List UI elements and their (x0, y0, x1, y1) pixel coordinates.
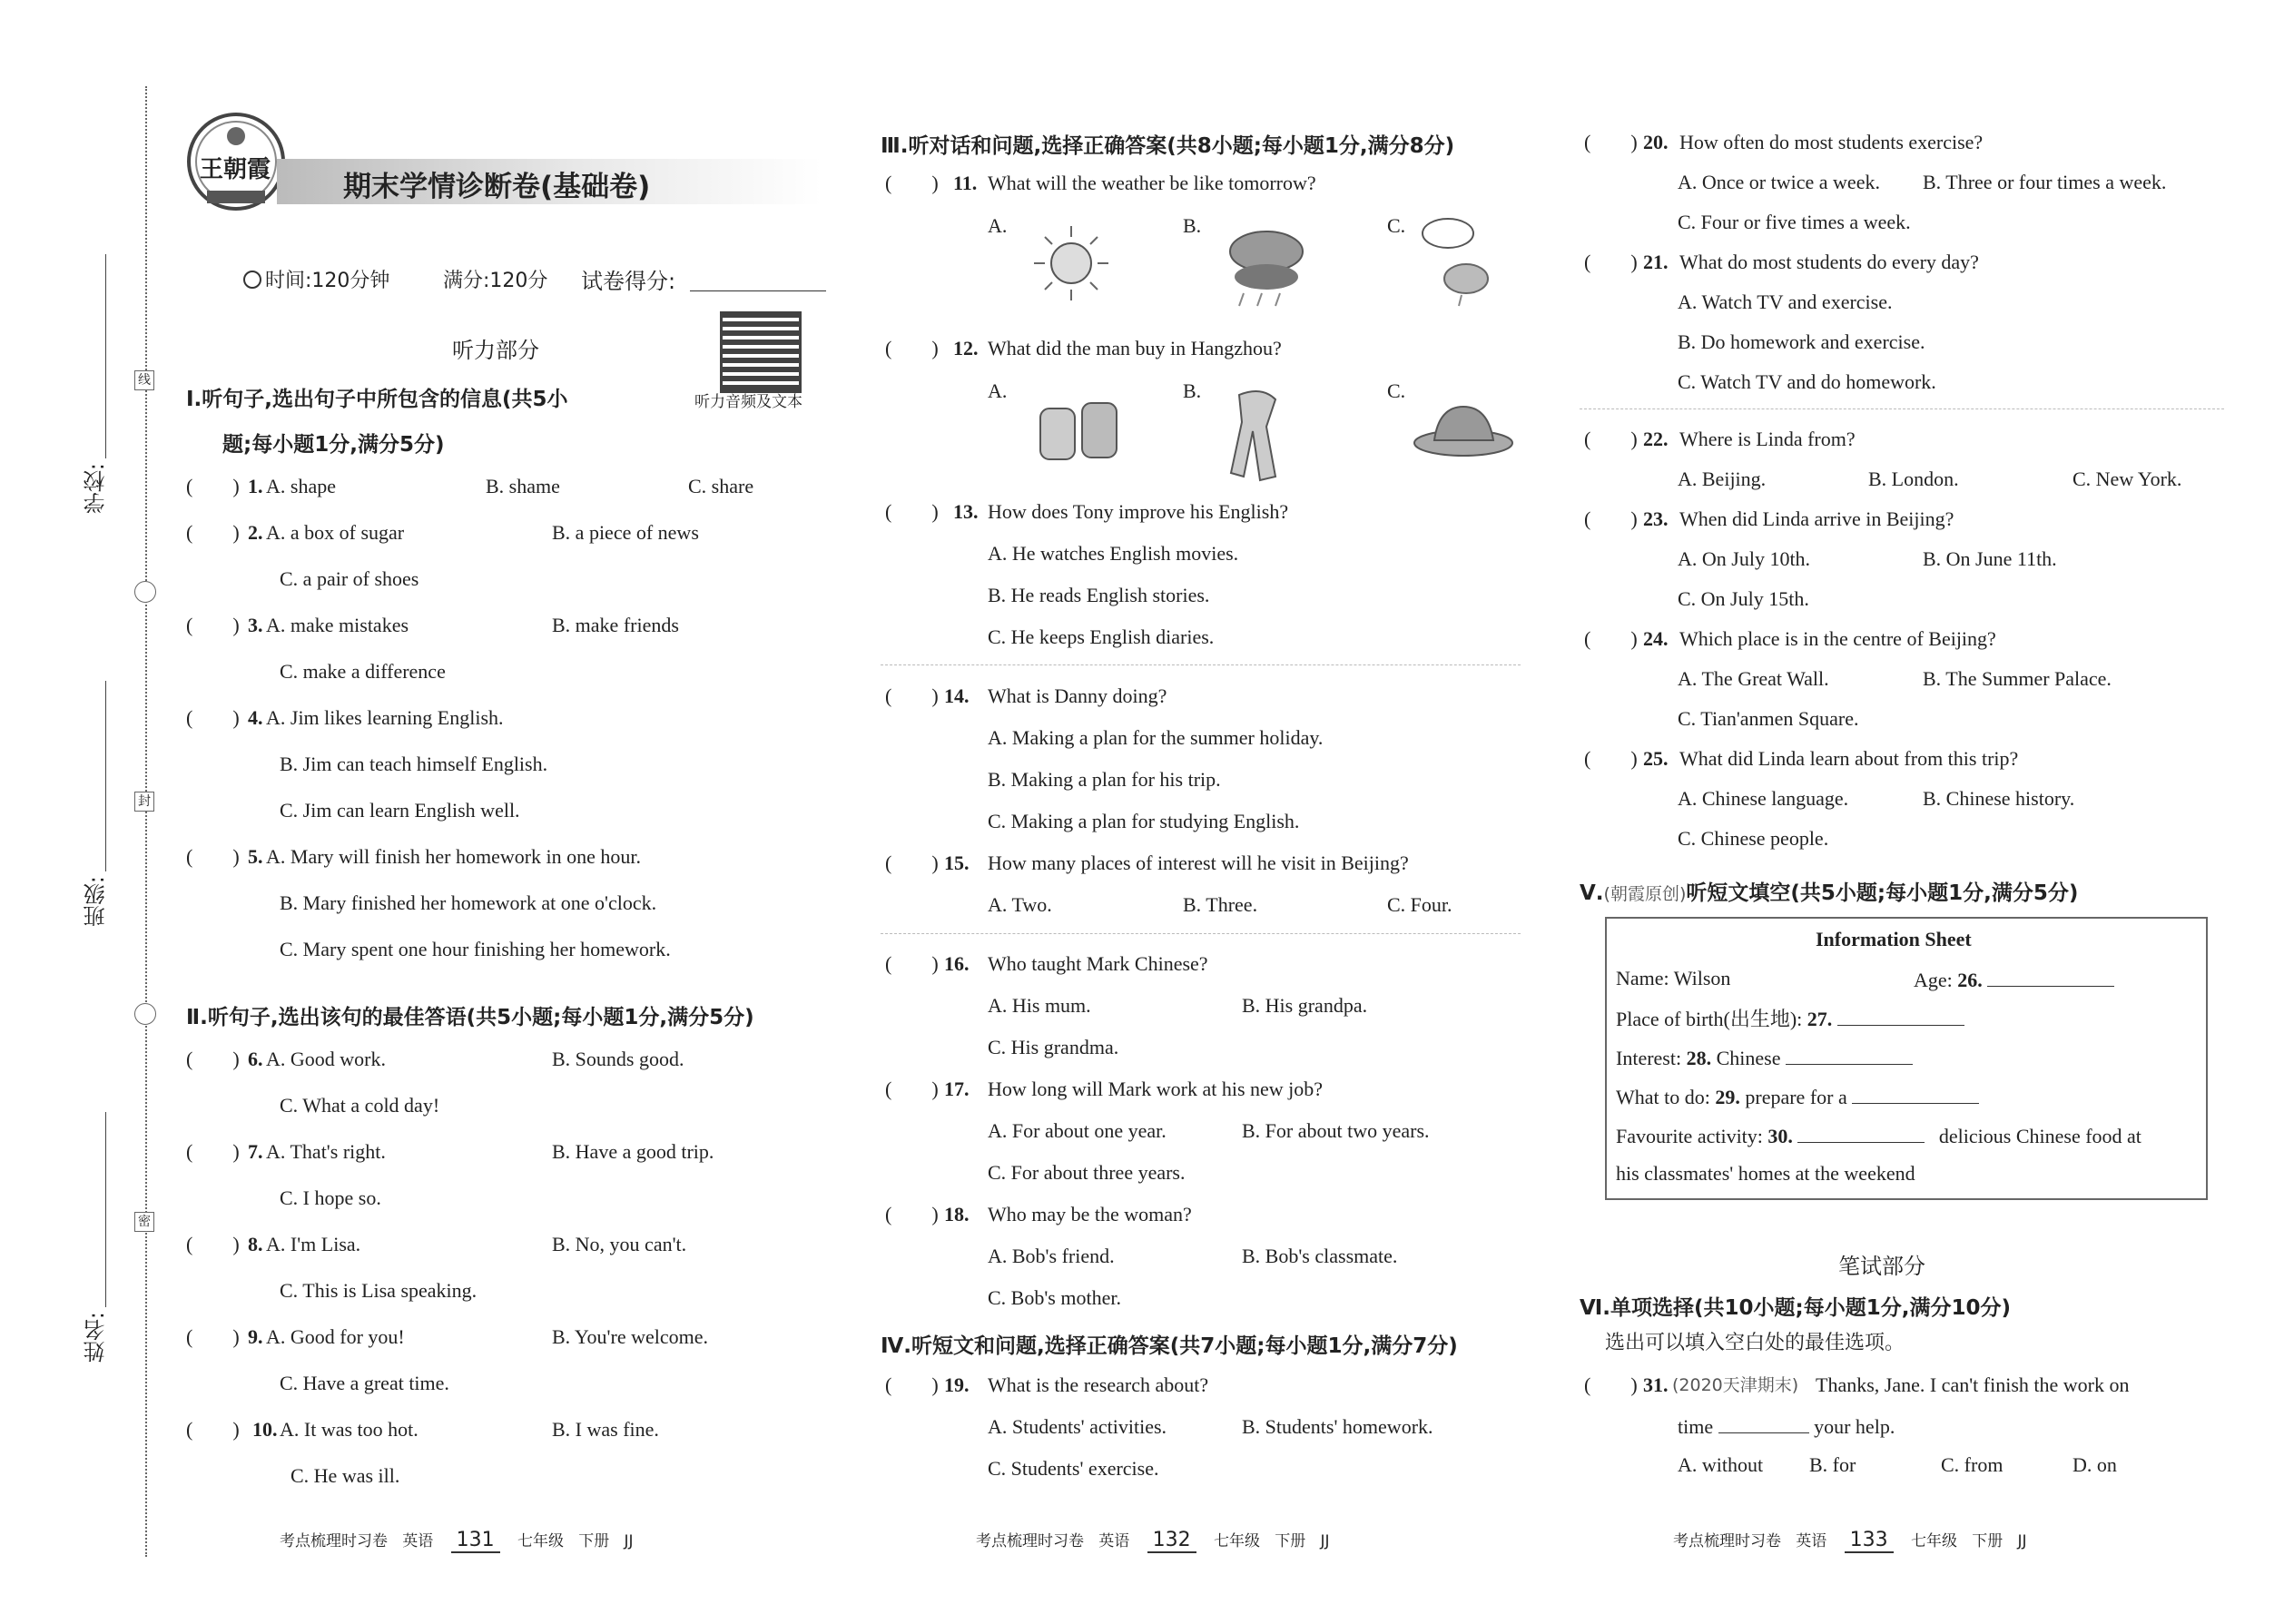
question-number-17: 17. (944, 1078, 970, 1100)
q31-option-d: D. on (2072, 1453, 2117, 1476)
q19-option-b: B. Students' homework. (1242, 1415, 1433, 1438)
section4-title: Ⅳ.听短文和问题,选择正确答案(共7小题;每小题1分,满分7分) (881, 1334, 1458, 1358)
question-number-16: 16. (944, 952, 970, 975)
blank-28[interactable] (1786, 1044, 1913, 1065)
question-number-2: 2. (248, 521, 263, 544)
answer-paren-13[interactable]: ( ) (885, 500, 939, 523)
sheet-name-row: Name: Wilson (1616, 967, 1731, 989)
footer-subject: 英语 (402, 1532, 434, 1550)
question-number-5: 5. (248, 845, 263, 868)
answer-paren-16[interactable]: ( ) (885, 952, 939, 975)
question-number-8: 8. (248, 1233, 263, 1255)
question-number-23: 23. (1643, 507, 1669, 530)
answer-paren-9[interactable]: ( ) (186, 1325, 240, 1348)
written-title: 笔试部分 (1838, 1254, 1925, 1279)
q8-option-b: B. No, you can't. (552, 1233, 687, 1255)
binding-circle-1 (134, 581, 156, 603)
blank-number-26: 26. (1957, 969, 1983, 991)
page-number: 133 (1845, 1529, 1894, 1553)
divider (1580, 408, 2224, 409)
q13-option-b: B. He reads English stories. (988, 584, 1210, 606)
sheet-fav-row (1616, 1122, 2141, 1149)
q8-option-a: A. I'm Lisa. (266, 1233, 361, 1255)
section1-title-line2: 题;每小题1分,满分5分) (222, 433, 445, 457)
cloudy-icon (1412, 213, 1502, 309)
q9-option-a: A. Good for you! (266, 1325, 405, 1348)
q2-option-c: C. a pair of shoes (280, 567, 419, 590)
q20-text: How often do most students exercise? (1679, 131, 1984, 153)
answer-paren-11[interactable]: ( ) (885, 172, 939, 194)
qr-caption: 听力音频及文本 (694, 393, 802, 411)
page-number: 131 (451, 1529, 500, 1553)
section5-title (1580, 876, 2078, 906)
q14-option-a: A. Making a plan for the summer holiday. (988, 726, 1324, 749)
q22-option-b: B. London. (1868, 468, 1959, 490)
q15-option-c: C. Four. (1387, 893, 1452, 916)
divider (881, 933, 1521, 934)
logo-text: 王朝霞 (200, 156, 271, 183)
sheet-birth-row (1616, 1005, 1964, 1032)
question-number-12: 12. (953, 337, 979, 359)
q31-tag: (2020天津期末) (1672, 1375, 1799, 1395)
class-label: 班级: (84, 876, 109, 928)
q1-option-a: A. shape (266, 475, 336, 497)
q31-blank[interactable] (1718, 1412, 1809, 1433)
school-label: 学校: (84, 463, 109, 515)
q17-option-b: B. For about two years. (1242, 1119, 1430, 1142)
q11-option-b: B. (1183, 214, 1202, 237)
q20-option-a: A. Once or twice a week. (1678, 171, 1880, 193)
q22-option-c: C. New York. (2072, 468, 2182, 490)
q31-text-2a: time (1678, 1415, 1714, 1438)
fav-label: Favourite activity: (1616, 1125, 1763, 1147)
q9-option-c: C. Have a great time. (280, 1372, 449, 1394)
q11-option-c: C. (1387, 214, 1406, 237)
q6-option-c: C. What a cold day! (280, 1094, 440, 1117)
question-number-19: 19. (944, 1373, 970, 1396)
footer-subject: 英语 (1098, 1532, 1130, 1550)
binding-mark-line: 线 (134, 370, 154, 390)
q13-option-c: C. He keeps English diaries. (988, 625, 1215, 648)
answer-paren-25[interactable]: ( ) (1584, 747, 1638, 770)
q10-option-c: C. He was ill. (290, 1464, 400, 1487)
class-field[interactable] (105, 681, 106, 871)
gloves-icon (1033, 390, 1124, 472)
question-number-14: 14. (944, 684, 970, 707)
q31-option-b: B. for (1809, 1453, 1856, 1476)
q3-option-b: B. make friends (552, 614, 679, 636)
q14-option-b: B. Making a plan for his trip. (988, 768, 1221, 791)
q7-option-b: B. Have a good trip. (552, 1140, 714, 1163)
answer-paren-2[interactable]: ( ) (186, 521, 240, 544)
q5-option-c: C. Mary spent one hour finishing her homework. (280, 938, 671, 960)
blank-number-30: 30. (1767, 1125, 1793, 1147)
question-number-13: 13. (953, 500, 979, 523)
answer-paren-6[interactable]: ( ) (186, 1048, 240, 1070)
question-number-10: 10. (252, 1418, 278, 1441)
section5-tag: (朝霞原创) (1603, 884, 1687, 904)
answer-paren-4[interactable]: ( ) (186, 706, 240, 729)
section5-title-text: 听短文填空(共5小题;每小题1分,满分5分) (1686, 881, 2079, 905)
q21-option-a: A. Watch TV and exercise. (1678, 290, 1893, 313)
footer-volume: 下册 (1972, 1532, 2004, 1550)
question-number-24: 24. (1643, 627, 1669, 650)
q4-option-a: A. Jim likes learning English. (266, 706, 504, 729)
footer-subject: 英语 (1796, 1532, 1827, 1550)
q14-text: What is Danny doing? (988, 684, 1167, 707)
q6-option-a: A. Good work. (266, 1048, 386, 1070)
binding-mark-secret: 密 (134, 1212, 154, 1232)
footer-edition: JJ (2017, 1532, 2027, 1550)
q17-text: How long will Mark work at his new job? (988, 1078, 1324, 1100)
full-score-label: 满分:120分 (443, 270, 548, 292)
fav-text-1: delicious Chinese food at (1938, 1125, 2141, 1147)
answer-paren-23[interactable]: ( ) (1584, 507, 1638, 530)
q9-option-b: B. You're welcome. (552, 1325, 709, 1348)
question-number-11: 11. (953, 172, 978, 194)
answer-paren-3[interactable]: ( ) (186, 614, 240, 636)
scarf-icon (1226, 386, 1289, 486)
sheet-todo-row (1616, 1083, 1979, 1110)
q7-option-c: C. I hope so. (280, 1186, 381, 1209)
q18-option-a: A. Bob's friend. (988, 1245, 1115, 1267)
question-number-3: 3. (248, 614, 263, 636)
sun-icon (1030, 222, 1112, 304)
q3-option-c: C. make a difference (280, 660, 446, 683)
q16-text: Who taught Mark Chinese? (988, 952, 1208, 975)
q15-text: How many places of interest will he visit in Beijing? (988, 851, 1409, 874)
section6-title: Ⅵ.单项选择(共10小题;每小题1分,满分10分) (1580, 1296, 2011, 1320)
hat-icon (1412, 399, 1516, 458)
q21-option-c: C. Watch TV and do homework. (1678, 370, 1936, 393)
listening-title: 听力部分 (452, 338, 539, 363)
q4-option-c: C. Jim can learn English well. (280, 799, 520, 822)
answer-paren-20[interactable]: ( ) (1584, 131, 1638, 153)
q3-option-a: A. make mistakes (266, 614, 409, 636)
birth-label: Place of birth(出生地): (1616, 1008, 1803, 1030)
answer-paren-5[interactable]: ( ) (186, 845, 240, 868)
q4-option-b: B. Jim can teach himself English. (280, 753, 548, 775)
section5-prefix: Ⅴ. (1580, 881, 1604, 905)
page-title: 期末学情诊断卷(基础卷) (343, 171, 651, 203)
q20-option-c: C. Four or five times a week. (1678, 211, 1911, 233)
binding-mark-seal: 封 (134, 792, 154, 812)
q10-option-b: B. I was fine. (552, 1418, 659, 1441)
footer-page-133 (1673, 1528, 2027, 1553)
age-label: Age: (1914, 969, 1953, 991)
footer-volume: 下册 (1275, 1532, 1306, 1550)
blank-29[interactable] (1852, 1083, 1979, 1104)
question-number-22: 22. (1643, 428, 1669, 450)
question-number-21: 21. (1643, 251, 1669, 273)
q19-option-c: C. Students' exercise. (988, 1457, 1159, 1480)
question-number-7: 7. (248, 1140, 263, 1163)
q10-option-a: A. It was too hot. (280, 1418, 418, 1441)
q13-option-a: A. He watches English movies. (988, 542, 1239, 565)
section2-title: Ⅱ.听句子,选出该句的最佳答语(共5小题;每小题1分,满分5分) (186, 1006, 754, 1029)
q25-option-a: A. Chinese language. (1678, 787, 1849, 810)
school-field[interactable] (105, 254, 106, 458)
q19-text: What is the research about? (988, 1373, 1209, 1396)
answer-paren-1[interactable]: ( ) (186, 475, 240, 497)
q16-option-b: B. His grandpa. (1242, 994, 1368, 1017)
q31-option-a: A. without (1678, 1453, 1764, 1476)
q5-option-b: B. Mary finished her homework at one o'clock. (280, 891, 657, 914)
question-number-20: 20. (1643, 131, 1669, 153)
footer-edition: JJ (1320, 1532, 1330, 1550)
q6-option-b: B. Sounds good. (552, 1048, 684, 1070)
q11-text: What will the weather be like tomorrow? (988, 172, 1316, 194)
blank-26[interactable] (1987, 966, 2114, 987)
answer-paren-12[interactable]: ( ) (885, 337, 939, 359)
q24-option-b: B. The Summer Palace. (1923, 667, 2112, 690)
footer-page-132 (976, 1528, 1330, 1553)
q21-option-b: B. Do homework and exercise. (1678, 330, 1925, 353)
q2-option-a: A. a box of sugar (266, 521, 405, 544)
footer-grade: 七年级 (517, 1532, 565, 1550)
q1-option-b: B. shame (486, 475, 560, 497)
q31-text-2b: your help. (1814, 1415, 1895, 1438)
question-number-31: 31. (1643, 1373, 1669, 1396)
qr-code[interactable] (720, 311, 802, 393)
page-number: 132 (1147, 1529, 1196, 1553)
footer-series: 考点梳理时习卷 (1673, 1532, 1781, 1550)
q2-option-b: B. a piece of news (552, 521, 699, 544)
footer-series: 考点梳理时习卷 (280, 1532, 388, 1550)
q22-text: Where is Linda from? (1679, 428, 1856, 450)
binding-dotted-line (145, 86, 147, 1557)
sheet-interest-row (1616, 1044, 1913, 1071)
section6-instruction: 选出可以填入空白处的最佳选项。 (1605, 1332, 1905, 1354)
sheet-title: Information Sheet (1816, 928, 1972, 950)
q31-text-1: Thanks, Jane. I can't finish the work on (1816, 1373, 2130, 1396)
answer-paren-8[interactable]: ( ) (186, 1233, 240, 1255)
q22-option-a: A. Beijing. (1678, 468, 1767, 490)
q18-text: Who may be the woman? (988, 1203, 1192, 1225)
answer-paren-21[interactable]: ( ) (1584, 251, 1638, 273)
answer-paren-7[interactable]: ( ) (186, 1140, 240, 1163)
q24-option-a: A. The Great Wall. (1678, 667, 1829, 690)
footer-edition: JJ (624, 1532, 634, 1550)
blank-number-29: 29. (1715, 1086, 1740, 1108)
q19-option-a: A. Students' activities. (988, 1415, 1167, 1438)
footer-grade: 七年级 (1214, 1532, 1261, 1550)
q8-option-c: C. This is Lisa speaking. (280, 1279, 478, 1302)
q25-option-c: C. Chinese people. (1678, 827, 1829, 850)
answer-paren-18[interactable]: ( ) (885, 1203, 939, 1225)
q24-option-c: C. Tian'anmen Square. (1678, 707, 1859, 730)
q31-text-2 (1678, 1412, 1895, 1440)
q16-option-c: C. His grandma. (988, 1036, 1119, 1058)
score-label: 试卷得分: (581, 269, 676, 294)
q7-option-a: A. That's right. (266, 1140, 386, 1163)
q12-option-c: C. (1387, 379, 1406, 402)
footer-series: 考点梳理时习卷 (976, 1532, 1084, 1550)
q14-option-c: C. Making a plan for studying English. (988, 810, 1300, 832)
question-number-4: 4. (248, 706, 263, 729)
q25-option-b: B. Chinese history. (1923, 787, 2075, 810)
q1-option-c: C. share (688, 475, 754, 497)
q12-option-b: B. (1183, 379, 1202, 402)
q23-option-c: C. On July 15th. (1678, 587, 1809, 610)
q23-text: When did Linda arrive in Beijing? (1679, 507, 1954, 530)
q11-option-a: A. (988, 214, 1008, 237)
q13-text: How does Tony improve his English? (988, 500, 1289, 523)
q18-option-b: B. Bob's classmate. (1242, 1245, 1398, 1267)
q24-text: Which place is in the centre of Beijing? (1679, 627, 1996, 650)
footer-volume: 下册 (578, 1532, 610, 1550)
blank-27[interactable] (1837, 1005, 1964, 1026)
q18-option-c: C. Bob's mother. (988, 1286, 1121, 1309)
q5-option-a: A. Mary will finish her homework in one hour. (266, 845, 642, 868)
q25-text: What did Linda learn about from this trip? (1679, 747, 2019, 770)
question-number-15: 15. (944, 851, 970, 874)
answer-paren-15[interactable]: ( ) (885, 851, 939, 874)
answer-paren-31[interactable]: ( ) (1584, 1373, 1638, 1396)
time-label: 时间:120分钟 (265, 270, 390, 292)
sheet-fav-row-2: his classmates' homes at the weekend (1616, 1162, 1915, 1185)
q23-option-b: B. On June 11th. (1923, 547, 2057, 570)
todo-text: prepare for a (1745, 1086, 1847, 1108)
q12-text: What did the man buy in Hangzhou? (988, 337, 1282, 359)
answer-paren-10[interactable]: ( ) (186, 1418, 240, 1441)
sheet-age-row (1914, 966, 2114, 993)
blank-number-28: 28. (1686, 1047, 1712, 1069)
q16-option-a: A. His mum. (988, 994, 1091, 1017)
binding-circle-2 (134, 1003, 156, 1025)
clock-icon (243, 271, 261, 289)
answer-paren-19[interactable]: ( ) (885, 1373, 939, 1396)
q31-option-c: C. from (1941, 1453, 2004, 1476)
section1-title-line1: Ⅰ.听句子,选出句子中所包含的信息(共5小 (186, 388, 568, 411)
question-number-1: 1. (248, 475, 263, 497)
question-number-25: 25. (1643, 747, 1669, 770)
q23-option-a: A. On July 10th. (1678, 547, 1811, 570)
answer-paren-24[interactable]: ( ) (1584, 627, 1638, 650)
name-label: 姓名: (84, 1312, 109, 1363)
blank-30[interactable] (1797, 1122, 1925, 1143)
interest-word: Chinese (1716, 1047, 1781, 1069)
answer-paren-22[interactable]: ( ) (1584, 428, 1638, 450)
storm-cloud-icon (1221, 222, 1312, 309)
divider (881, 664, 1521, 665)
q20-option-b: B. Three or four times a week. (1923, 171, 2167, 193)
question-number-9: 9. (248, 1325, 263, 1348)
question-number-18: 18. (944, 1203, 970, 1225)
q21-text: What do most students do every day? (1679, 251, 1979, 273)
footer-grade: 七年级 (1911, 1532, 1958, 1550)
section3-title: Ⅲ.听对话和问题,选择正确答案(共8小题;每小题1分,满分8分) (881, 134, 1455, 158)
footer-page-131 (280, 1528, 634, 1553)
q15-option-a: A. Two. (988, 893, 1052, 916)
blank-number-27: 27. (1807, 1008, 1833, 1030)
score-field[interactable] (690, 290, 826, 291)
answer-paren-14[interactable]: ( ) (885, 684, 939, 707)
todo-label: What to do: (1616, 1086, 1710, 1108)
q15-option-b: B. Three. (1183, 893, 1258, 916)
q12-option-a: A. (988, 379, 1008, 402)
interest-label: Interest: (1616, 1047, 1682, 1069)
question-number-6: 6. (248, 1048, 263, 1070)
q17-option-a: A. For about one year. (988, 1119, 1167, 1142)
answer-paren-17[interactable]: ( ) (885, 1078, 939, 1100)
q17-option-c: C. For about three years. (988, 1161, 1186, 1184)
name-field[interactable] (105, 1112, 106, 1307)
